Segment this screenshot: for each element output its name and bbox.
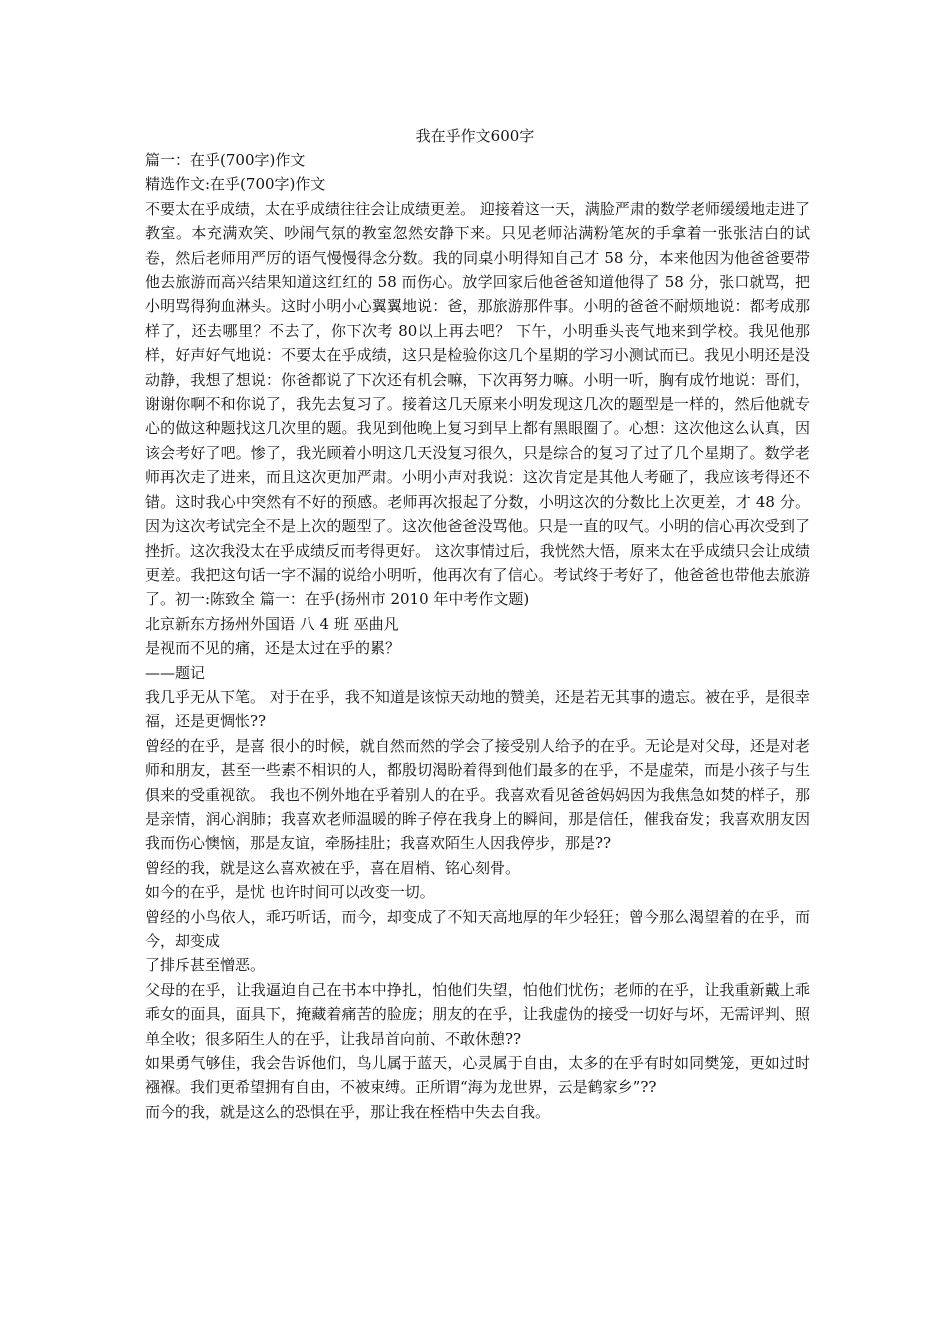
paragraph-12: 了排斥甚至憎恶。	[145, 956, 266, 975]
paragraph-13: 父母的在乎，让我逼迫自己在书本中挣扎，怕他们失望，怕他们忧伤；老师的在乎，让我重新戴上乖乖女的面具，面具下，掩藏着痛苦的脸庞；朋友的在乎，让我虚伪的接受一切好与坏，无需评判、照单全收；很多陌生人的在乎，让我昂首向前、不敢休憩??	[145, 980, 810, 1048]
paragraph-9: 曾经的我，就是这么喜欢被在乎，喜在眉梢、铭心刻骨。	[145, 858, 521, 877]
paragraph-5: 是视而不见的痛，还是太过在乎的累？	[145, 639, 401, 658]
paragraph-7: 我几乎无从下笔。 对于在乎，我不知道是该惊天动地的赞美，还是若无其事的遗忘。被在乎，是很幸福，还是更惆怅??	[145, 687, 810, 731]
paragraph-15: 而今的我，就是这么的恐惧在乎，那让我在桎梏中失去自我。	[145, 1102, 551, 1121]
paragraph-1: 篇一：在乎(700字)作文	[145, 151, 306, 169]
document-body	[145, 148, 810, 1124]
paragraph-4: 北京新东方扬州外国语 八 4 班 巫曲凡	[145, 614, 399, 633]
paragraph-3: 不要太在乎成绩，太在乎成绩往往会让成绩更差。 迎接着这一天，满脸严肃的数学老师缓缓地走进了教室。本充满欢笑、吵闹气氛的教室忽然安静下来。只见老师沾满粉笔灰的手拿着一张张洁白的试卷，然后老师用严厉的语气慢慢得念分数。我的同桌小明得知自己才 58 分，本来他因为他爸爸要带他去旅游而高兴结果知道这红红的 58 而伤心。放学回家后他爸爸知道他得了 58 分，张口就骂，把小明骂得狗血淋头。这时小明小心翼翼地说：爸，那旅游那件事。小明的爸爸不耐烦地说：都考成那样了，还去哪里？不去了，你下次考 80以上再去吧？ 下午，小明垂头丧气地来到学校。我见他那样，好声好气地说：不要太在乎成绩，这只是检验你这几个星期的学习小测试而已。我见小明还是没动静，我想了想说：你爸都说了下次还有机会嘛，下次再努力嘛。小明一听，胸有成竹地说：哥们，谢谢你啊不和你说了，我先去复习了。接着这几天原来小明发现这几次的题型是一样的，然后他就专心的做这种题找这几次里的题。我见到他晚上复习到早上都有黑眼圈了。心想：这次他这么认真，因该会考好了吧。惨了，我光顾着小明这几天没复习很久，只是综合的复习了过了几个星期了。数学老师再次走了进来，而且这次更加严肃。小明小声对我说：这次肯定是其他人考砸了，我应该考得还不错。这时我心中突然有不好的预感。老师再次报起了分数，小明这次的分数比上次更差，才 48 分。因为这次考试完全不是上次的题型了。这次他爸爸没骂他。只是一直的叹气。小明的信心再次受到了挫折。这次我没太在乎成绩反而考得更好。 这次事情过后，我恍然大悟，原来太在乎成绩只会让成绩更差。我把这句话一字不漏的说给小明听，他再次有了信心。考试终于考好了，他爸爸也带他去旅游了。初一:陈致全 篇一：在乎(扬州市 2010 年中考作文题)	[145, 199, 810, 609]
paragraph-2: 精选作文:在乎(700字)作文	[145, 175, 326, 194]
document-title: 我在乎作文600字	[415, 127, 535, 145]
paragraph-14: 如果勇气够佳，我会告诉他们，鸟儿属于蓝天，心灵属于自由，太多的在乎有时如同樊笼，更如过时襁褓。我们更希望拥有自由，不被束缚。正所谓“海为龙世界，云是鹤家乡”??	[145, 1054, 810, 1097]
paragraph-6: ——题记	[145, 663, 206, 682]
paragraph-11: 曾经的小鸟依人，乖巧听话，而今，却变成了不知天高地厚的年少轻狂；曾今那么渴望着的在乎，而今，却变成	[145, 907, 810, 950]
paragraph-10: 如今的在乎，是忧 也许时间可以改变一切。	[145, 883, 435, 902]
paragraph-8: 曾经的在乎，是喜 很小的时候，就自然而然的学会了接受别人给予的在乎。无论是对父母，还是对老师和朋友，甚至一些素不相识的人，都殷切渴盼着得到他们最多的在乎，不是虚荣，而是小孩子与生俱来的受重视欲。 我也不例外地在乎着别人的在乎。我喜欢看见爸爸妈妈因为我焦急如焚的样子，那是亲情，润心润肺；我喜欢老师温暖的眸子停在我身上的瞬间，那是信任，催我奋发；我喜欢朋友因我而伤心懊恼，那是友谊，牵肠挂肚；我喜欢陌生人因我停步，那是??	[145, 736, 810, 853]
